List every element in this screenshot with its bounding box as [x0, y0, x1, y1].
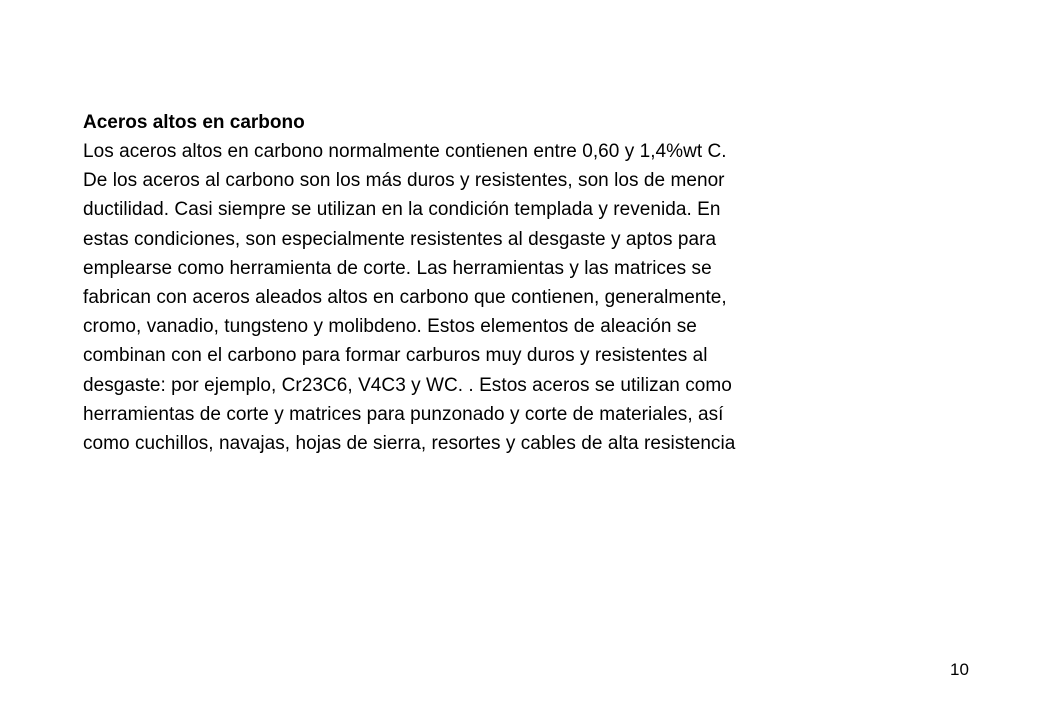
page-number: 10 — [950, 660, 969, 679]
body-line: desgaste: por ejemplo, Cr23C6, V4C3 y WC. . Estos aceros se utilizan como — [83, 374, 732, 396]
body-line: como cuchillos, navajas, hojas de sierra, resortes y cables de alta resistencia — [83, 433, 736, 455]
body-line: De los aceros al carbono son los más duros y resistentes, son los de menor — [83, 170, 725, 192]
section-heading: Aceros altos en carbono — [83, 112, 305, 133]
text-block — [83, 108, 943, 458]
body-line: estas condiciones, son especialmente resistentes al desgaste y aptos para — [83, 228, 717, 250]
body-line: ductilidad. Casi siempre se utilizan en la condición templada y revenida. En — [83, 199, 721, 221]
body-line: fabrican con aceros aleados altos en carbono que contienen, generalmente, — [83, 287, 727, 309]
body-line: cromo, vanadio, tungsteno y molibdeno. Estos elementos de aleación se — [83, 316, 697, 338]
body-line: emplearse como herramienta de corte. Las herramientas y las matrices se — [83, 257, 712, 279]
body-line: Los aceros altos en carbono normalmente contienen entre 0,60 y 1,4%wt C. — [83, 141, 727, 162]
body-line: herramientas de corte y matrices para punzonado y corte de materiales, así — [83, 403, 724, 425]
body-line: combinan con el carbono para formar carburos muy duros y resistentes al — [83, 345, 708, 367]
